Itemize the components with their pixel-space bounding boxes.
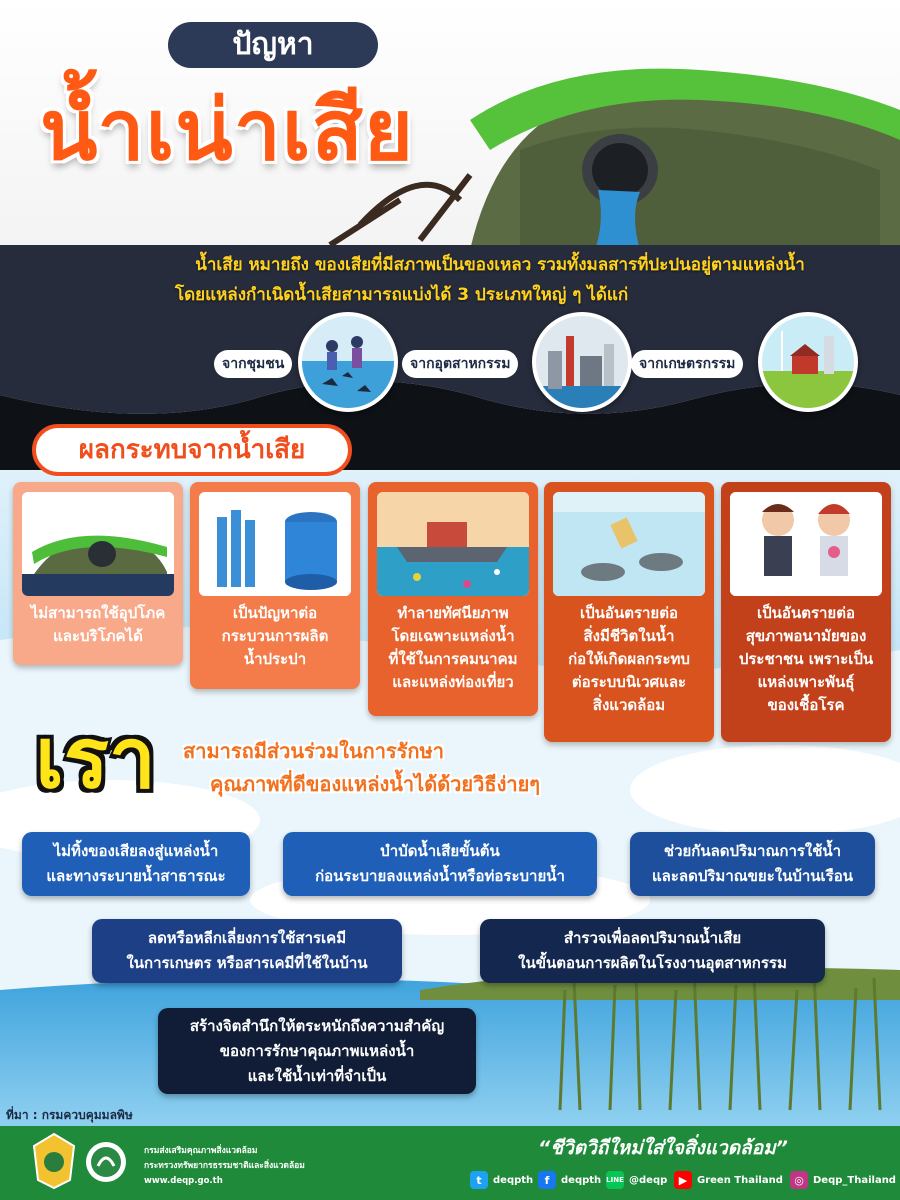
polluted-sea-icon (377, 492, 529, 596)
facebook-link[interactable]: f deqpth (538, 1170, 601, 1190)
page-title: น้ำเน่าเสีย (40, 81, 415, 179)
impact-text-2: เป็นปัญหาต่อ กระบวนการผลิต น้ำประปา (221, 604, 329, 668)
community-icon (298, 312, 398, 412)
impact-card-3 (368, 482, 538, 716)
title-kicker: ปัญหา (168, 22, 378, 68)
impact-card-1 (13, 482, 183, 665)
we-line-1: สามารถมีส่วนร่วมในการรักษา (183, 739, 444, 763)
instagram-link[interactable]: ◎ Deqp_Thailand (790, 1170, 896, 1190)
youtube-icon: ▶ (674, 1171, 692, 1189)
source-label-industry: จากอุตสาหกรรม (402, 350, 518, 378)
impact-text-1: ไม่สามารถใช้อุปโภค และบริโภคได้ (30, 604, 166, 645)
sick-people-icon (730, 492, 882, 596)
instagram-icon: ◎ (790, 1171, 808, 1189)
twitter-link[interactable]: t deqpth (470, 1170, 533, 1190)
tip-5: สำรวจเพื่อลดปริมาณน้ำเสีย ในขั้นตอนการผลิตในโรงงานอุตสาหกรรม (480, 919, 825, 983)
impact-heading: ผลกระทบจากน้ำเสีย (32, 424, 352, 476)
source-label-community: จากชุมชน (214, 350, 292, 378)
tip-4: ลดหรือหลีกเลี่ยงการใช้สารเคมี ในการเกษตร หรือสารเคมีที่ใช้ในบ้าน (92, 919, 402, 983)
impact-card-5 (721, 482, 891, 742)
impact-text-4: เป็นอันตรายต่อ สิ่งมีชีวิตในน้ำ ก่อให้เกิดผลกระทบ ต่อระบบนิเวศและ สิ่งแวดล้อม (568, 604, 690, 714)
impact-card-2 (190, 482, 360, 689)
factory-icon (532, 312, 632, 412)
water-tank-icon (199, 492, 351, 596)
line-icon: LINE (606, 1171, 624, 1189)
youtube-link[interactable]: ▶ Green Thailand (674, 1170, 783, 1190)
tip-6: สร้างจิตสำนึกให้ตระหนักถึงความสำคัญ ของการรักษาคุณภาพแหล่งน้ำ และใช้น้ำเท่าที่จำเป็น (158, 1008, 476, 1094)
slogan: “ชีวิตวิถีใหม่ใส่ใจสิ่งแวดล้อม” (538, 1137, 788, 1159)
tip-3: ช่วยกันลดปริมาณการใช้น้ำ และลดปริมาณขยะในบ้านเรือน (630, 832, 875, 896)
impact-text-3: ทำลายทัศนียภาพ โดยเฉพาะแหล่งน้ำ ที่ใช้ในการคมนาคม และแหล่งท่องเที่ยว (388, 604, 518, 691)
facebook-icon: f (538, 1171, 556, 1189)
source-note: ที่มา : กรมควบคุมมลพิษ (6, 1108, 133, 1122)
ministry-emblem-icon (30, 1132, 78, 1190)
twitter-icon: t (470, 1171, 488, 1189)
intro-line-1: น้ำเสีย หมายถึง ของเสียที่มีสภาพเป็นของเหลว รวมทั้งมลสารที่ปะปนอยู่ตามแหล่งน้ำ (195, 255, 805, 275)
source-label-agriculture: จากเกษตรกรรม (631, 350, 743, 378)
tip-1: ไม่ทิ้งของเสียลงสู่แหล่งน้ำ และทางระบายน้ำสาธารณะ (22, 832, 250, 896)
deqp-logo-icon (84, 1140, 128, 1184)
impact-card-4 (544, 482, 714, 742)
dead-fish-icon (553, 492, 705, 596)
we-heading: เรา (35, 709, 156, 807)
farm-icon (758, 312, 858, 412)
sewage-pipe-icon (22, 492, 174, 596)
tip-2: บำบัดน้ำเสียขั้นต้น ก่อนระบายลงแหล่งน้ำหรือท่อระบายน้ำ (283, 832, 597, 896)
intro-line-2: โดยแหล่งกำเนิดน้ำเสียสามารถแบ่งได้ 3 ประเภทใหญ่ ๆ ได้แก่ (175, 285, 629, 305)
we-line-2: คุณภาพที่ดีของแหล่งน้ำได้ด้วยวิธีง่ายๆ (210, 772, 541, 796)
impact-text-5: เป็นอันตรายต่อ สุขภาพอนามัยของ ประชาชน เพราะเป็น แหล่งเพาะพันธุ์ ของเชื้อโรค (738, 604, 874, 714)
line-link[interactable]: LINE @deqp (606, 1170, 667, 1190)
org-info: กรมส่งเสริมคุณภาพสิ่งแวดล้อม กระทรวงทรัพยากรธรรมชาติและสิ่งแวดล้อม www.deqp.go.th (144, 1146, 305, 1186)
